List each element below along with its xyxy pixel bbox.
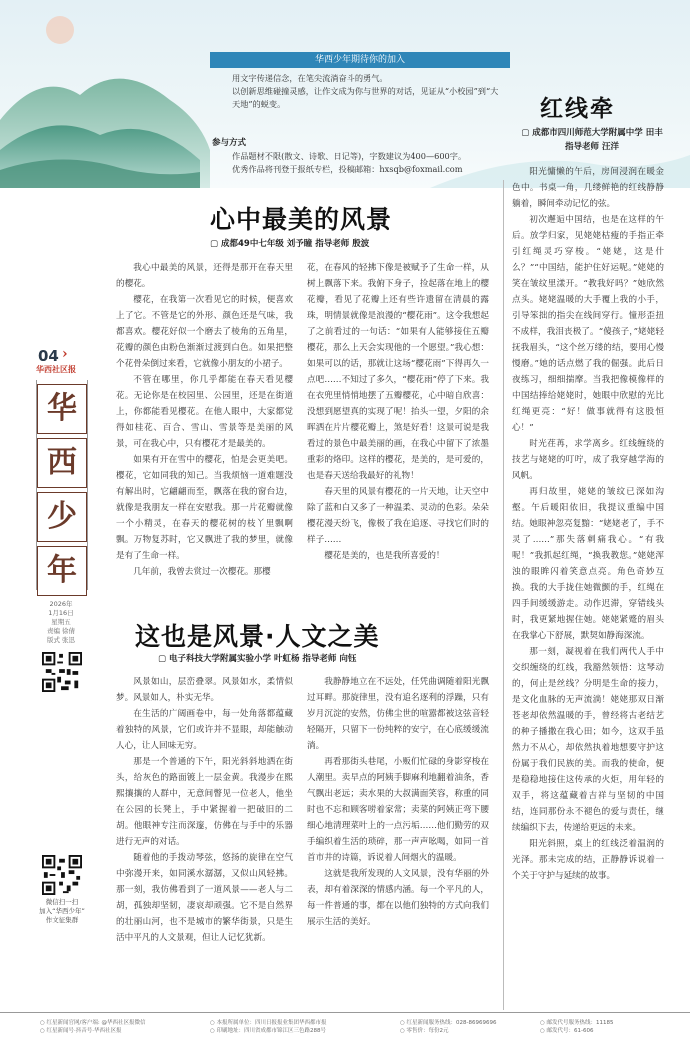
paragraph: 花，在春风的轻拂下像是被赋予了生命一样，从树上飘落下来。我俯下身子，捡起落在地上的樱花瓣，看见了花瓣上还有些许遗留在清晨的露珠，明情景就像是浪漫的“樱花雨”。这令我想起了之前看过的一句话：“如果有人能够接住五瓣樱花，那么上天会实现他的一个愿望。”我心想：如果可以的话，那就让这场“樱花雨”下得再久一点吧……不知过了多久，“樱花雨”停了下来。我在衣兜里悄悄地摆了五瓣樱花，心中暗自欣喜：没想到愿望真的实现了呢！抬头一望，夕阳的余晖洒在片片樱花瓣上，煞是好看！这景可说是我看过的景色中最美丽的画，在我心中留下了浓墨重彩的烙印。这样的樱花，是美的，是可爱的，也是春天送给我最好的礼物！: [307, 263, 489, 481]
qr-caption: [36, 898, 88, 925]
footer-line: ○ 邮发代号服务热线：11185: [540, 1020, 614, 1026]
footer-line: ○ 邮发代号：61-606: [540, 1028, 594, 1034]
column-char: 少: [37, 492, 87, 542]
paragraph: 樱花是美的，也是我所喜爱的！: [324, 551, 445, 561]
paragraph: 风景如山，层峦叠翠。风景如水，柔情似梦。风景如人，朴实无华。: [116, 677, 293, 703]
footer-left: [40, 1019, 146, 1035]
banner-intro: [232, 72, 502, 111]
qr-caption-line: 加入“华西少年”: [39, 907, 85, 915]
paragraph: 那一刻，凝视着在我们两代人手中交织缠绕的红线，我豁然领悟：这琴动的，何止是丝线？分明是生命的接力，是文化血脉的无声流淌！姥姥那双日渐苍老却依然温暖的手，曾经将古老结艺的种子播撒在我心田；如今，这双手虽然力不从心，却依然执着地想要守护这份属于我们民族的美。而我的使命，便是稳稳地接住这传承的火炬，用年轻的双手，将这蕴藏着吉祥与坚韧的中国结，连同那份永不褪色的爱与责任，继续编织下去，传递给更远的未来。: [512, 647, 664, 833]
issue-editor: 责编 徐倩: [46, 627, 76, 635]
article2-byline: ▢ 电子科技大学附属实验小学 叶虹杨 指导老师 向钰: [158, 654, 357, 664]
article3-body: [512, 164, 664, 884]
paragraph: 阳光斜照，桌上的红线泛着温润的光泽。那未完成的结，正静静诉说着一个关于守护与延续的故事。: [512, 839, 664, 881]
article2-col1: [116, 674, 293, 946]
qr-caption-line: 微信扫一扫: [45, 898, 79, 906]
footer-line: ○ 印刷地址：四川省成都市锦江区三色路288号: [210, 1028, 327, 1034]
footer-line: ○ 本报所属单位：四川日报报业集团华西都市报: [210, 1020, 327, 1026]
footer: [0, 1012, 690, 1051]
article2-col2: [307, 674, 489, 930]
paragraph: 我心中最美的风景，还得是那开在春天里的樱花。: [116, 263, 293, 289]
paragraph: 那是一个普通的下午，阳光斜斜地洒在街头，给灰色的路面镀上一层金黄。我漫步在熙熙攘攘的人群中，无意间瞥见一位老人，他坐在公园的长凳上，手中紧握着一把破旧的二胡。他眼神专注而深邃，仿佛在与手中的乐器进行无声的对话。: [116, 757, 293, 847]
paragraph: 阳光慵懒的午后，房间浸润在暖金色中。书桌一角，几缕鲜艳的红线静静躺着，瞬间牵动记忆的弦。: [512, 167, 664, 209]
article3-byline-teacher: 指导老师 汪洋: [565, 142, 619, 152]
issue-weekday: 星期五: [51, 618, 71, 626]
paragraph: 再看那街头巷尾，小贩们忙碌的身影穿梭在人潮里。卖早点的阿姨手脚麻利地翻着油条，香气飘出老远；卖水果的大叔满面笑容，称重的同时也不忘和顾客唠着家常；卖菜的阿姨正弯下腰细心地清理菜叶上的一点污垢……他们勤劳的双手编织着生活的琐碎，那一声声吆喝，如同一首首市井的诗篇，诉说着人间烟火的温暖。: [307, 757, 489, 863]
req-line-2: 优秀作品将刊登于报纸专栏，投稿邮箱：hxsqb@foxmail.com: [232, 164, 463, 174]
chevron-right-icon: ›: [62, 346, 68, 362]
intro-line-1: 用文字传递信念，在笔尖流淌奋斗的勇气。: [232, 73, 388, 83]
paragraph: 如果有开在雪中的樱花，怕是会更美吧。樱花，它如同我的知己。当我烦恼一道难题没有解出时，它翩翩而至，飘落在我的窗台边，就像是我朋友一样在安慰我。那一片花瓣就像一个小精灵，在春天的樱花树的枝丫里飘啊飘。万物复苏时，它又飘进了我的梦里，就像是有了生命一样。: [116, 455, 293, 561]
article1-col2: [307, 260, 489, 564]
article3-byline-school: ▢ 成都市四川师范大学附属中学 田丰: [521, 128, 663, 138]
qr-code-icon[interactable]: [42, 652, 82, 692]
paragraph: 几年前，我曾去赏过一次樱花。那樱: [133, 567, 271, 577]
section-name: 华西社区报: [36, 365, 76, 374]
footer-line: ○ 红星新闻服务热线：028-86969696: [400, 1020, 497, 1026]
footer-line: ○ 零售价：每份2元: [400, 1028, 449, 1034]
article3-title: 红线牵: [540, 96, 615, 122]
column-char: 西: [37, 438, 87, 488]
footer-line: ○ 红星新闻号·抖音号·华西社区报: [40, 1028, 122, 1034]
issue-date: 1月16日: [48, 609, 74, 617]
paragraph: 樱花，在我第一次看见它的时候，便喜欢上了它。不管是它的外形、颜色还是气味，我都喜欢。樱花好似一个磨去了棱角的五角星，花瓣的颜色由粉色渐渐过渡到白色。如果把整个花骨朵倒过来看，它就像小朋友的小裙子。: [116, 295, 293, 369]
qr-code-icon[interactable]: [42, 855, 82, 895]
column-divider: [503, 180, 504, 1010]
paragraph: 在生活的广阔画卷中，每一处角落都蕴藏着独特的风景，它们或许并不显眼，却能触动人心，让人回味无穷。: [116, 709, 293, 751]
footer-mid: [210, 1019, 327, 1035]
intro-line-2: 以创新思维碰撞灵感，让作文成为你与世界的对话，见证从“小校园”到“大天地”的蜕变。: [232, 86, 499, 109]
issue-year: 2026年: [49, 600, 73, 608]
article1-title: 心中最美的风景: [210, 205, 393, 234]
paragraph: 再归故里，姥姥的皱纹已深如沟壑。午后暖阳依旧，我提议重编中国结。她眼神忽亮复黯：“姥姥老了，手不灵了……”那失落刺痛我心。“有我呢！”我抓起红绳，“换我教您。”姥姥浑浊的眼眸闪着笑意点亮。角色奇妙互换。我的大手拢住她微颤的手，红绳在四手间缓缓游走。动作迟滞，穿错线头时，我更紧地握住她。姥姥紧蹙的眉头在我掌心下舒展，默契如静海深流。: [512, 487, 664, 641]
footer-right1: [400, 1019, 497, 1035]
paragraph: 春天里的风景有樱花的一片天地，让天空中除了蓝和白又多了一种温柔、灵动的色彩。朵朵樱花漫天纷飞，像极了我在追逐、寻找它们时的样子……: [307, 487, 489, 545]
paragraph: 时光荏苒，求学离乡。红线缠绕的技艺与姥姥的叮咛，成了我穿越学海的风帆。: [512, 439, 664, 481]
column-char: 年: [37, 546, 87, 596]
banner-title: 华西少年期待你的加入: [210, 52, 510, 68]
issue-designer: 版式 张迅: [46, 636, 76, 644]
article2-title: 这也是风景·人文之美: [135, 622, 380, 651]
column-name-vertical: [36, 380, 88, 590]
column-char: 华: [37, 384, 87, 434]
footer-right2: [540, 1019, 614, 1035]
requirements-heading: 参与方式: [212, 138, 247, 148]
paragraph: 不管在哪里，你几乎都能在春天看见樱花。无论你是在校园里、公园里，还是在街道上，你都能看见樱花。在他人眼中，大家都觉得如桂花、百合、雪山、雪景等是美丽的风景，可在我心中，只有樱花才是最美的。: [116, 375, 293, 449]
requirements: [232, 150, 522, 176]
paragraph: 初次邂逅中国结，也是在这样的午后。放学归家，见姥姥枯瘦的手指正牵引红绳灵巧穿梭。“姥姥，这是什么？”“中国结，能护住好运呢。”姥姥的笑在皱纹里漾开。“教我好吗？”她欣然点头。姥姥温暖的大手覆上我的小手，引导笨拙的指尖在线间穿行。憧形歪扭不成样，我泪丧极了。“傻孩子，”姥姥轻抚我眉头，“这个丝万缕的结，要用心慢慢磨。”她的话点燃了我的倔强。此后日夜练习，细细揣摩。当我把像模像样的中国结捧给姥姥时，她眼中欣慰的光比红绳更亮：“好！做事就得有这股恒心！”: [512, 215, 664, 433]
paragraph: 我静静地立在不远处，任凭曲调随着阳光飘过耳畔。那旋律里，没有追名逐利的浮躁，只有岁月沉淀的安然，仿佛尘世的喧嚣都被这弦音轻轻隔开，只留下一份纯粹的安宁，在心底缓缓流淌。: [307, 677, 489, 751]
footer-line: ○ 红星新闻官网/客户端: @华西社区报微信: [40, 1020, 146, 1026]
paragraph: 随着他的手拨动琴弦，悠扬的旋律在空气中弥漫开来，如同溪水潺潺，又似山风轻拂。那一刻，我仿佛看到了一道风景——老人与二胡，孤独却坚韧，凄哀却顽强。它不是自然界的壮丽山河，也不是城市的繁华街景，只是生活中平凡的人文景观，但让人记忆犹新。: [116, 853, 293, 943]
qr-caption-line: 作文征集群: [45, 916, 79, 924]
article1-col1: [116, 260, 293, 580]
paragraph: 这就是我所发现的人文风景，没有华丽的外表，却有着深深的情感内涵。每一个平凡的人，每一件普通的事，都在以他们独特的方式向我们展示生活的美好。: [307, 869, 489, 927]
req-line-1: 作品题材不限(散文、诗歌、日记等)，字数建议为400—600字。: [232, 151, 467, 161]
article1-byline: ▢ 成都49中七年级 刘予瞳 指导老师 殷波: [210, 239, 370, 249]
issue-meta: [36, 600, 86, 645]
article3-byline: [512, 126, 672, 154]
page-number: 04: [38, 347, 59, 365]
